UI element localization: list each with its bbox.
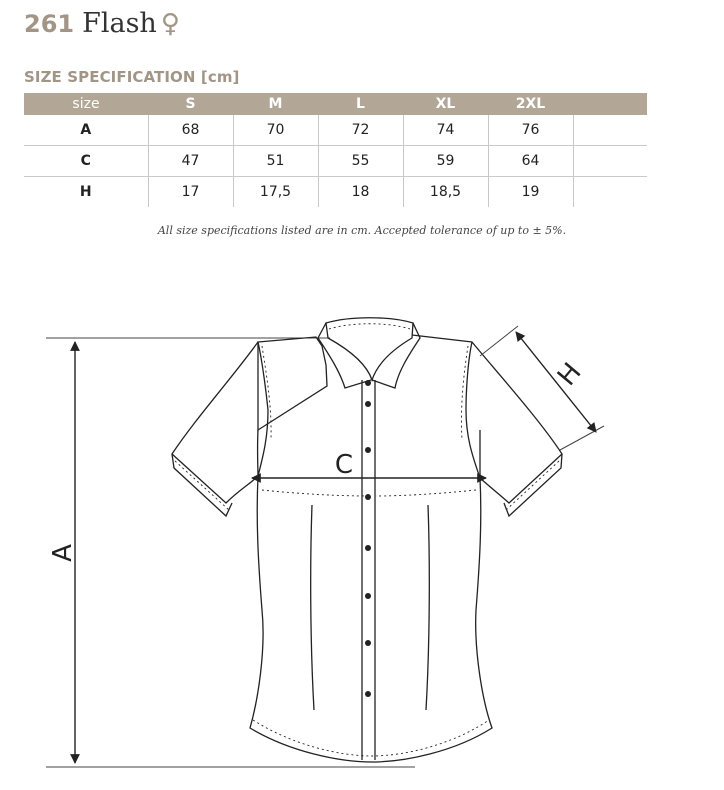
button-dot (365, 545, 371, 551)
tolerance-note: All size specifications listed are in cm. Accepted tolerance of up to ± 5%. (157, 224, 567, 237)
table-cell: 19 (488, 177, 573, 208)
table-cell: 74 (403, 115, 488, 146)
row-label-h: H (79, 184, 92, 200)
dimension-h-arrow (516, 332, 596, 432)
table-cell: 18,5 (403, 177, 488, 208)
dimension-a (46, 338, 415, 767)
product-name: Flash (82, 8, 157, 39)
table-cell: 47 (148, 146, 233, 177)
dimension-a-label: A (48, 544, 78, 562)
table-cell: 64 (488, 146, 573, 177)
table-header-s: S (148, 93, 233, 115)
table-cell: 59 (403, 146, 488, 177)
dimension-h-top-guide (480, 326, 518, 356)
button-dot (365, 447, 371, 453)
button-dot (365, 494, 371, 500)
table-cell: 17 (148, 177, 233, 208)
button-dot (365, 593, 371, 599)
female-symbol-icon: ♀ (160, 9, 180, 39)
row-label-a: A (24, 115, 148, 146)
button-dot (365, 691, 371, 697)
dimension-c-label: C (334, 450, 354, 480)
table-cell: 18 (318, 177, 403, 208)
dimension-c (252, 450, 486, 480)
button-dot (365, 640, 371, 646)
table-cell: 51 (233, 146, 318, 177)
product-code: 261 (24, 10, 75, 38)
dimension-h-label: H (551, 357, 588, 392)
table-cell: 70 (233, 115, 318, 146)
table-cell: 55 (318, 146, 403, 177)
table-header-l: L (318, 93, 403, 115)
table-header-2xl: 2XL (488, 93, 573, 115)
button-dot (365, 401, 371, 407)
table-cell: 17,5 (233, 177, 318, 208)
row-label-c: C (24, 146, 148, 177)
dimension-h (480, 326, 604, 450)
shirt-buttons (365, 380, 371, 697)
table-header-m: M (233, 93, 318, 115)
table-cell: 68 (148, 115, 233, 146)
table-header-xl: XL (403, 93, 488, 115)
size-specification-heading: SIZE SPECIFICATION [cm] (24, 68, 240, 86)
button-dot (365, 380, 371, 386)
table-cell: 76 (488, 115, 573, 146)
dimension-h-bottom-guide (560, 426, 604, 450)
table-cell: 72 (318, 115, 403, 146)
table-header-size: size (24, 93, 148, 115)
